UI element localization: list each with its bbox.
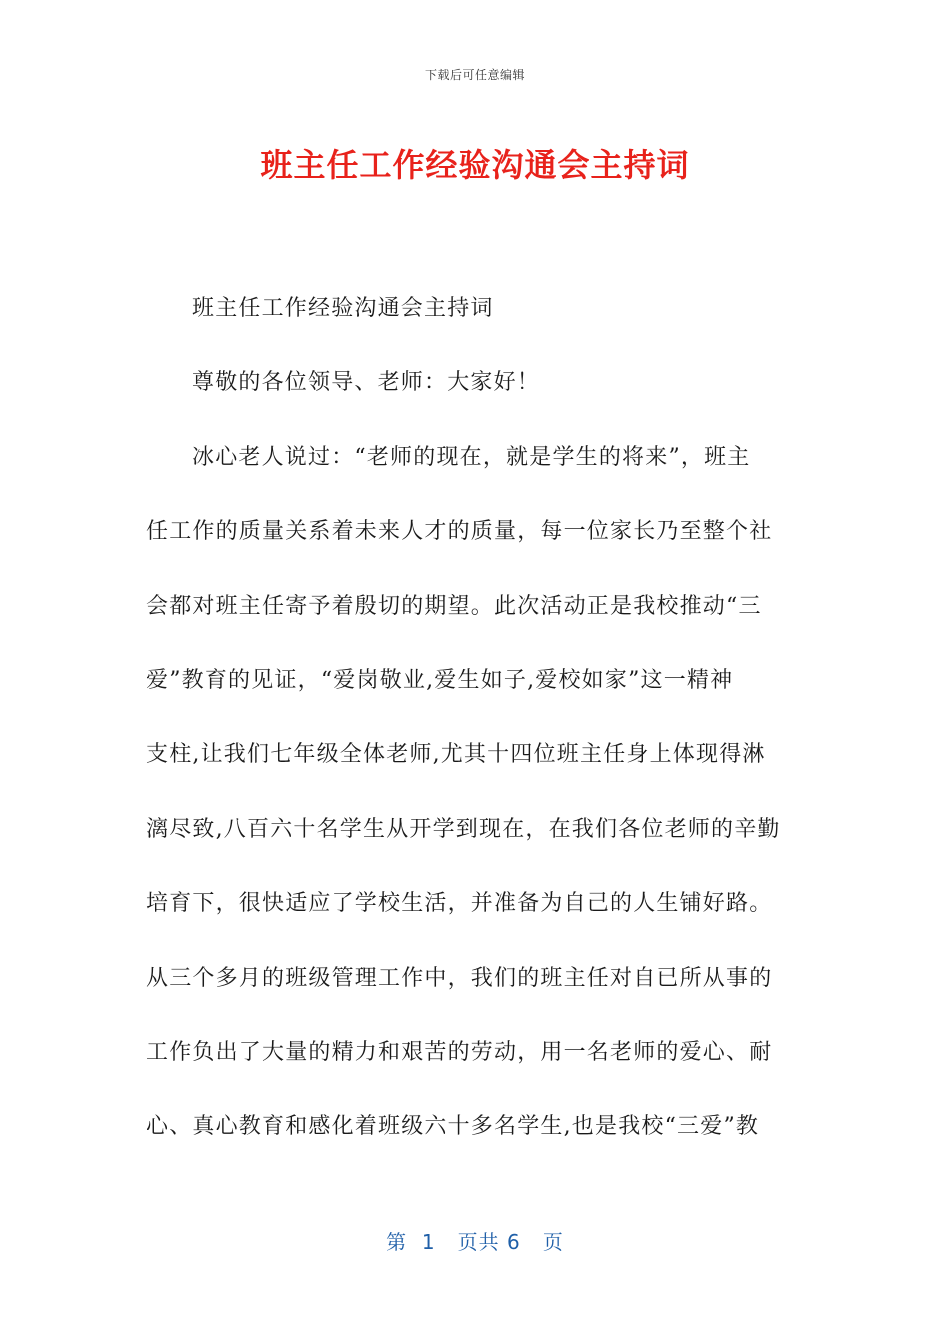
body-line: 漓尽致,八百六十名学生从开学到现在，在我们各位老师的辛勤 xyxy=(146,816,781,842)
body-line: 任工作的质量关系着未来人才的质量，每一位家长乃至整个社 xyxy=(146,519,773,545)
body-line: 会都对班主任寄予着殷切的期望。此次活动正是我校推动“三 xyxy=(146,593,762,619)
header-note: 下载后可任意编辑 xyxy=(424,68,525,82)
document-body xyxy=(146,272,806,1165)
greeting-line: 尊敬的各位领导、老师：大家好！ xyxy=(192,370,541,396)
document-title: 班主任工作经验沟通会主持词 xyxy=(260,146,690,184)
body-line: 心、真心教育和感化着班级六十多名学生,也是我校“三爱”教 xyxy=(146,1114,760,1140)
body-line: 支柱,让我们七年级全体老师,尤其十四位班主任身上体现得淋 xyxy=(146,742,766,768)
body-line: 从三个多月的班级管理工作中，我们的班主任对自已所从事的 xyxy=(146,965,773,991)
page-number-footer: 第 1 页共 6 页 xyxy=(386,1230,564,1254)
body-line: 工作负出了大量的精力和艰苦的劳动，用一名老师的爱心、耐 xyxy=(146,1039,773,1065)
paragraph-heading: 班主任工作经验沟通会主持词 xyxy=(192,296,494,321)
body-line: 冰心老人说过：“老师的现在，就是学生的将来”，班主 xyxy=(192,444,751,470)
body-line: 爱”教育的见证，“爱岗敬业,爱生如子,爱校如家”这一精神 xyxy=(146,667,734,693)
body-line: 培育下，很快适应了学校生活，并准备为自己的人生铺好路。 xyxy=(146,891,773,917)
